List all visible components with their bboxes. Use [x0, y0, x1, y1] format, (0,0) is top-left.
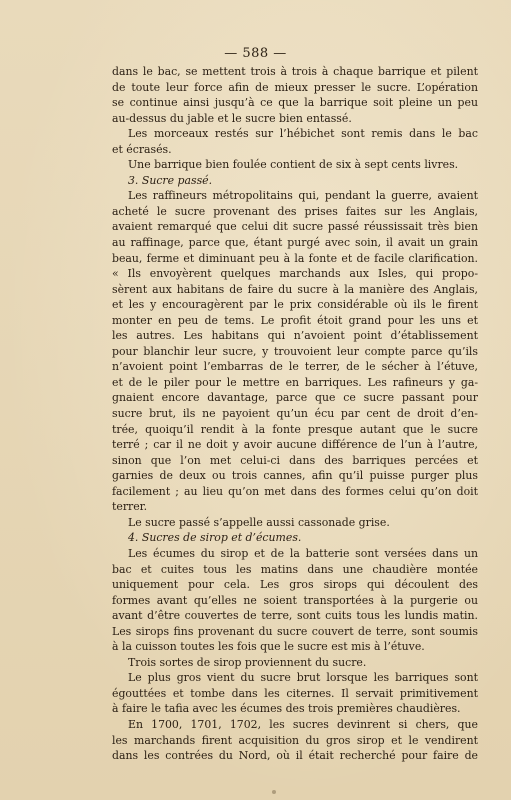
text-line: Les sirops fins provenant du sucre couvert de terre, sont soumis — [112, 624, 478, 638]
text-line: avant d’être couvertes de terre, sont cuits tous les lundis matin. — [112, 609, 478, 623]
text-line: sucre brut, ils ne payoient qu’un écu par cent de droit d’en- — [112, 407, 478, 421]
text-line: gnaient encore davantage, parce que ce sucre passant pour — [112, 391, 478, 405]
text-line: de toute leur force afin de mieux presser le sucre. L’opération — [112, 80, 478, 94]
text-line: avaient remarqué que celui dit sucre passé réussissait très bien — [112, 220, 478, 234]
text-line: acheté le sucre provenant des prises faites sur les Anglais, — [112, 204, 478, 218]
text-line: Une barrique bien foulée contient de six à sept cents livres. — [128, 158, 459, 172]
text-line: et les y encouragèrent par le prix considérable où ils le firent — [112, 298, 478, 312]
text-line: « Ils envoyèrent quelques marchands aux Isles, qui propo- — [112, 267, 478, 281]
text-line: facilement ; au lieu qu’on met dans des formes celui qu’on doit — [112, 484, 478, 498]
text-line: garnies de deux ou trois cannes, afin qu’il puisse purger plus — [112, 469, 478, 483]
text-line: Les morceaux restés sur l’hébichet sont remis dans le bac — [128, 127, 478, 141]
text-line: pour blanchir leur sucre, y trouvoient leur compte parce qu’ils — [112, 344, 478, 358]
text-line: terré ; car il ne doit y avoir aucune différence de l’un à l’autre, — [112, 438, 478, 452]
text-line: dans le bac, se mettent trois à trois à chaque barrique et pilent — [112, 65, 478, 78]
text-line: Trois sortes de sirop proviennent du sucre. — [128, 655, 367, 669]
text-line: 4. Sucres de sirop et d’écumes. — [128, 531, 302, 545]
text-line: trée, quoiqu’il rendit à la fonte presque autant que le sucre — [112, 422, 478, 436]
text-line: formes avant qu’elles ne soient transportées à la purgerie ou — [112, 593, 478, 607]
text-line: Les raffineurs métropolitains qui, pendant la guerre, avaient — [128, 189, 478, 203]
text-line: Le sucre passé s’appelle aussi cassonade grise. — [128, 515, 390, 529]
text-line: les autres. Les habitans qui n’avoient point d’établissement — [112, 329, 478, 343]
text-line: bac et cuites tous les matins dans une chaudière montée — [112, 562, 478, 576]
text-line: égouttées et tombe dans les citernes. Il servait primitivement — [112, 686, 478, 700]
text-line: les marchands firent acquisition du gros sirop et le vendirent — [112, 733, 478, 747]
text-line: sinon que l’on met celui-ci dans des barriques percées et — [112, 453, 478, 467]
text-line: En 1700, 1701, 1702, les sucres devinrent si chers, que — [128, 717, 478, 731]
text-line: terrer. — [112, 500, 148, 514]
text-line: beau, ferme et diminuant peu à la fonte et de facile clarification. — [112, 251, 478, 265]
text-line: au raffinage, parce que, étant purgé avec soin, il avait un grain — [112, 236, 478, 250]
text-line: à la cuisson toutes les fois que le sucre est mis à l’étuve. — [112, 640, 425, 654]
text-line: n’avoient point l’embarras de le terrer, de le sécher à l’étuve, — [112, 360, 478, 374]
text-line: 3. Sucre passé. — [128, 173, 213, 187]
text-line: se continue ainsi jusqu’à ce que la barrique soit pleine un peu — [112, 96, 478, 110]
text-line: au-dessus du jable et le sucre bien entassé. — [112, 111, 352, 125]
text-line: uniquement pour cela. Les gros sirops qui découlent des — [112, 578, 478, 592]
text-line: Le plus gros vient du sucre brut lorsque les barriques sont — [128, 671, 478, 685]
text-line: sèrent aux habitans de faire du sucre à la manière des Anglais, — [112, 282, 478, 296]
body-text — [112, 64, 478, 764]
page-number: — 588 — — [224, 46, 287, 61]
text-line: Les écumes du sirop et de la batterie sont versées dans un — [128, 546, 478, 560]
text-line: et de le piler pour le mettre en barriques. Les rafineurs y ga- — [112, 375, 478, 389]
text-line: et écrasés. — [112, 142, 172, 156]
text-line: monter en peu de tems. Le profit étoit grand pour les uns et — [112, 313, 478, 327]
text-line: dans les contrées du Nord, où il était recherché pour faire de — [112, 749, 478, 763]
ink-spot — [272, 790, 276, 794]
text-line: à faire le tafia avec les écumes des trois premières chaudières. — [112, 702, 461, 716]
